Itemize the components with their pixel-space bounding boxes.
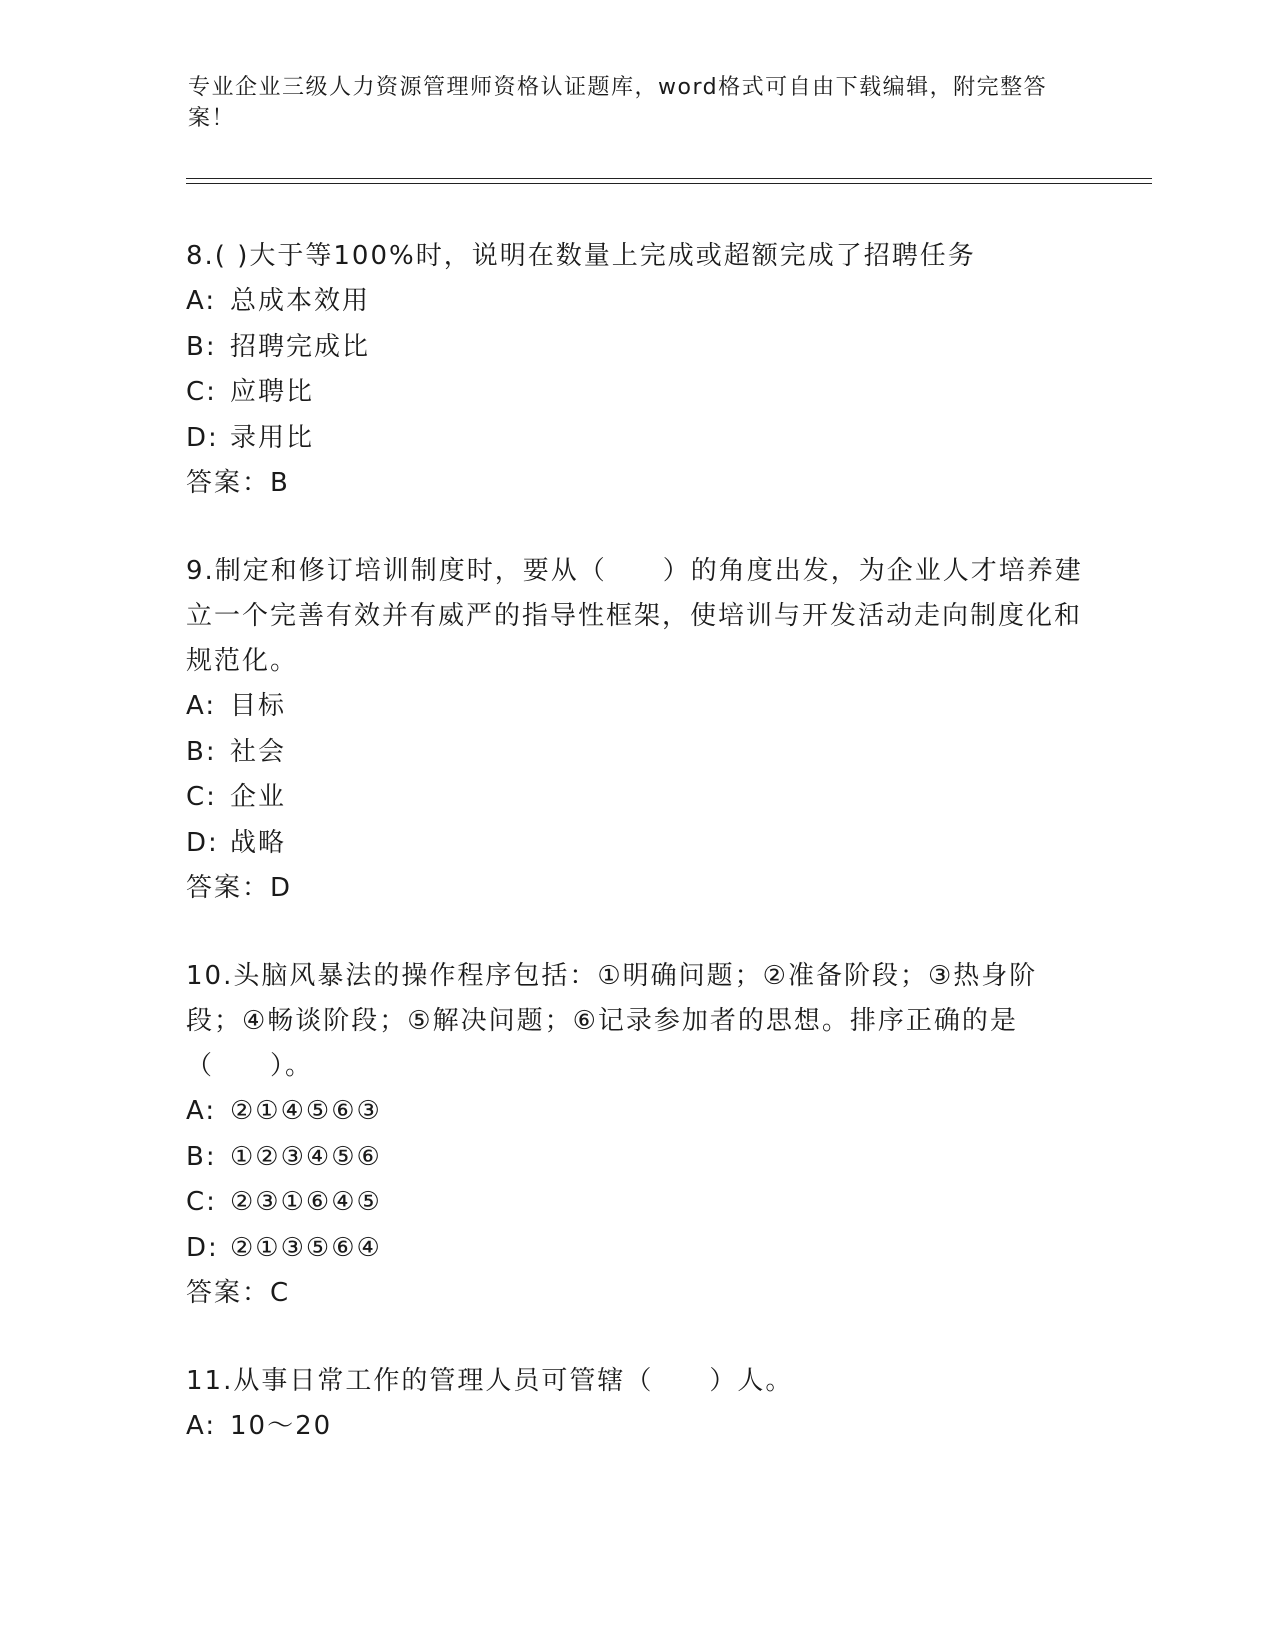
- answer: 答案：D: [186, 873, 293, 903]
- option-letter: C:: [186, 377, 217, 407]
- option-a: [186, 1089, 1086, 1135]
- option-b: [186, 730, 1086, 776]
- option-letter: B:: [186, 1141, 217, 1172]
- option-d: [186, 1226, 1086, 1272]
- option-letter: D:: [186, 1232, 219, 1263]
- option-letter: A:: [186, 286, 217, 316]
- option-text: 10～20: [230, 1411, 333, 1441]
- document-header: 专业企业三级人力资源管理师资格认证题库，word格式可自由下载编辑，附完整答案！: [188, 75, 1048, 131]
- option-a: [186, 684, 1086, 730]
- question-text: 11.从事日常工作的管理人员可管辖（ ）人。: [186, 1366, 794, 1396]
- option-text: 目标: [230, 691, 287, 721]
- option-c: [186, 1180, 1086, 1226]
- option-letter: C:: [186, 782, 217, 812]
- header-rule-top: [186, 178, 1152, 179]
- option-letter: B:: [186, 736, 217, 767]
- option-text: ②①④⑤⑥③: [230, 1096, 382, 1126]
- option-b: [186, 1135, 1086, 1181]
- question-list: [186, 234, 1086, 1494]
- question-9: [186, 549, 1086, 910]
- option-letter: A:: [186, 1411, 217, 1441]
- option-text: ②①③⑤⑥④: [230, 1232, 382, 1263]
- option-text: 战略: [230, 827, 287, 858]
- option-d: [186, 416, 1086, 462]
- option-letter: D:: [186, 827, 219, 858]
- option-letter: C:: [186, 1187, 217, 1217]
- option-letter: D:: [186, 422, 219, 453]
- option-text: 企业: [230, 782, 287, 812]
- option-c: [186, 775, 1086, 821]
- option-text: ①②③④⑤⑥: [230, 1141, 382, 1172]
- option-d: [186, 821, 1086, 867]
- question-10: [186, 954, 1086, 1315]
- option-letter: A:: [186, 1096, 217, 1126]
- question-8: [186, 234, 1086, 505]
- question-text: 10.头脑风暴法的操作程序包括：①明确问题；②准备阶段；③热身阶段；④畅谈阶段；⑤解决问题；⑥记录参加者的思想。排序正确的是（ ）。: [186, 961, 1038, 1081]
- question-text: 9.制定和修订培训制度时，要从（ ）的角度出发，为企业人才培养建立一个完善有效并有威严的指导性框架，使培训与开发活动走向制度化和规范化。: [186, 556, 1083, 676]
- answer: 答案：C: [186, 1278, 291, 1308]
- option-a: [186, 279, 1086, 325]
- option-letter: B:: [186, 331, 217, 362]
- option-text: 社会: [230, 736, 287, 767]
- answer: 答案：B: [186, 468, 290, 498]
- option-b: [186, 325, 1086, 371]
- option-c: [186, 370, 1086, 416]
- option-text: 招聘完成比: [230, 331, 371, 362]
- option-text: 应聘比: [230, 377, 315, 407]
- option-text: ②③①⑥④⑤: [230, 1187, 382, 1217]
- option-letter: A:: [186, 691, 217, 721]
- option-a: [186, 1404, 1086, 1450]
- question-11: [186, 1359, 1086, 1450]
- option-text: 总成本效用: [230, 286, 371, 316]
- header-rule-bottom: [186, 183, 1152, 184]
- option-text: 录用比: [230, 422, 315, 453]
- question-text: 8.( )大于等100%时，说明在数量上完成或超额完成了招聘任务: [186, 241, 976, 271]
